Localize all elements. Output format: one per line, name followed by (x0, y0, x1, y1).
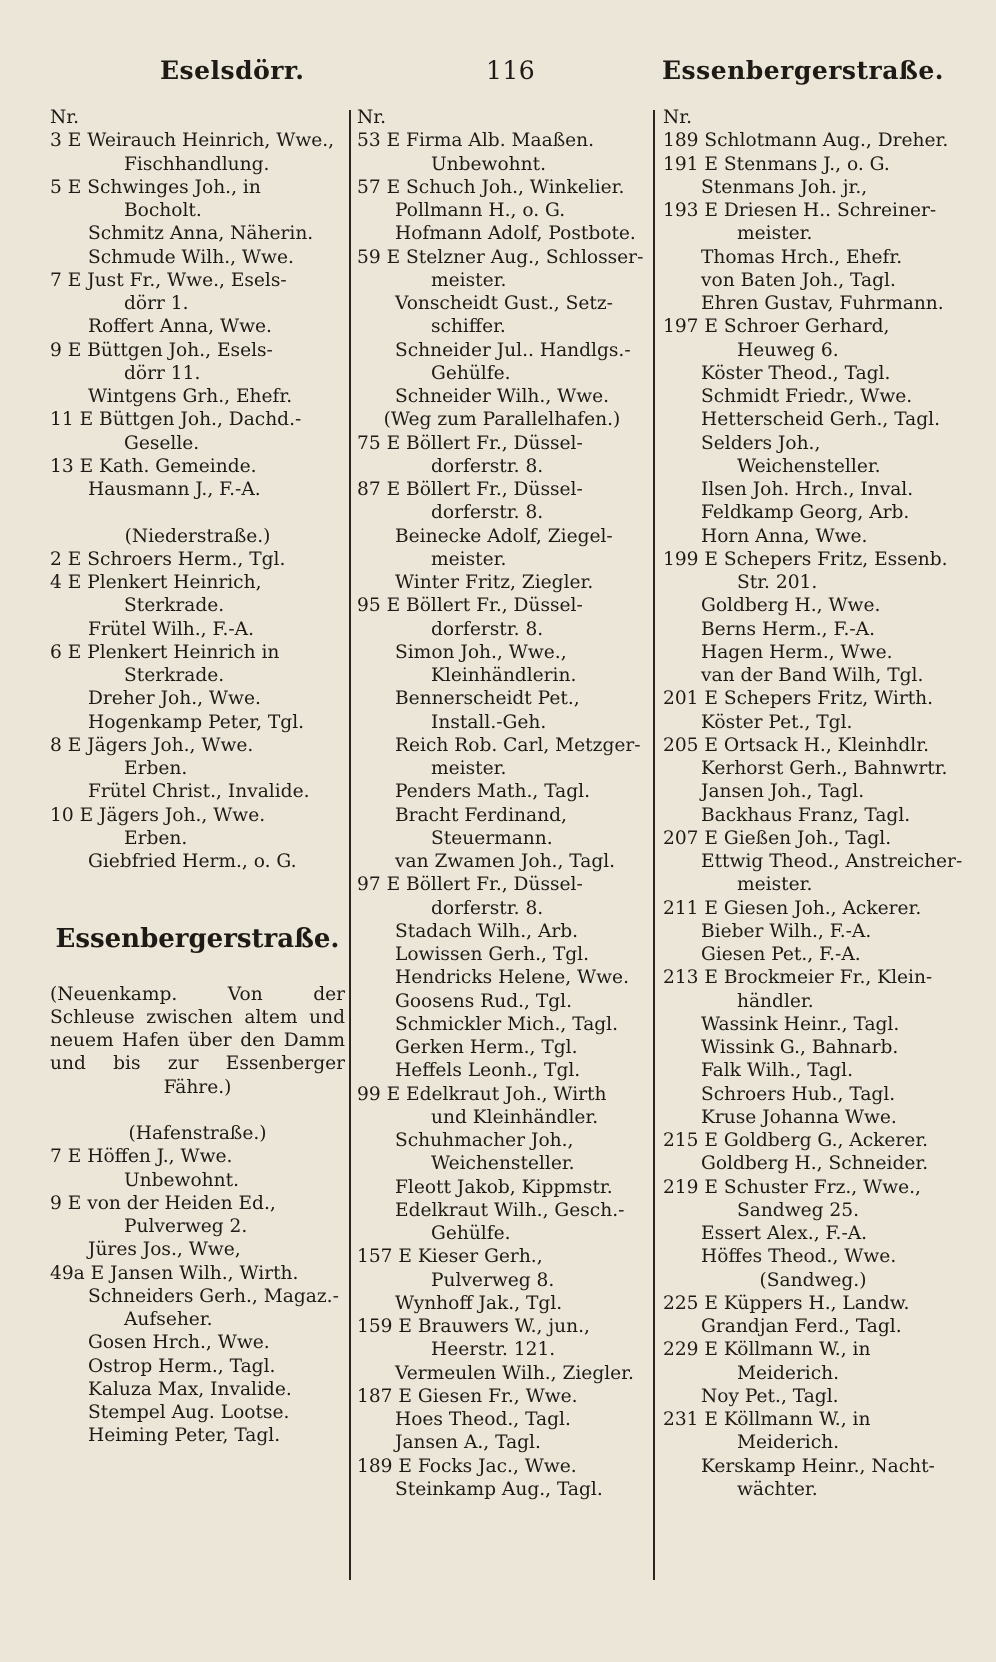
directory-line: 205 E Ortsack H., Kleinhdlr. (663, 734, 929, 756)
directory-line: dorferstr. 8. (431, 502, 544, 524)
directory-line: Hofmann Adolf, Postbote. (395, 223, 636, 245)
directory-line: 213 E Brockmeier Fr., Klein- (663, 967, 933, 989)
directory-line: 10 E Jägers Joh., Wwe. (50, 804, 266, 826)
directory-line: 191 E Stenmans J., o. G. (663, 153, 890, 175)
directory-line: meister. (737, 874, 813, 896)
directory-line: dörr 1. (124, 293, 189, 314)
directory-line: 6 E Plenkert Heinrich in (50, 641, 280, 663)
directory-line: (Neuenkamp. Von der (50, 983, 345, 1005)
directory-line: van Zwamen Joh., Tagl. (395, 851, 616, 872)
directory-line: 229 E Köllmann W., in (663, 1339, 871, 1361)
directory-line: 201 E Schepers Fritz, Wirth. (663, 688, 934, 710)
directory-line: dorferstr. 8. (431, 618, 544, 640)
directory-line: Kerskamp Heinr., Nacht- (701, 1455, 935, 1477)
directory-line: Kerhorst Gerh., Bahnwrtr. (701, 758, 948, 779)
directory-line: Lowissen Gerh., Tgl. (395, 944, 589, 965)
directory-line: 7 E Höffen J., Wwe. (50, 1146, 233, 1168)
directory-line: Horn Anna, Wwe. (701, 525, 868, 547)
directory-line: Hausmann J., F.-A. (88, 479, 261, 500)
directory-line: Noy Pet., Tagl. (701, 1385, 839, 1407)
directory-line: Fischhandlung. (124, 153, 270, 175)
page-number: 116 (486, 56, 536, 85)
directory-line: Kruse Johanna Wwe. (701, 1106, 897, 1128)
directory-line: 187 E Giesen Fr., Wwe. (357, 1385, 578, 1407)
directory-line: 199 E Schepers Fritz, Essenb. (663, 548, 948, 570)
directory-line: Vonscheidt Gust., Setz- (395, 293, 613, 314)
directory-line: und Kleinhändler. (431, 1106, 599, 1128)
directory-line: Heerstr. 121. (431, 1339, 556, 1361)
directory-line: Bracht Ferdinand, (395, 804, 567, 826)
directory-line: Selders Joh., (701, 432, 821, 454)
directory-line: Steuermann. (431, 827, 553, 849)
running-head-right: Essenbergerstraße. (662, 56, 944, 85)
directory-line: Nr. (50, 107, 80, 128)
directory-line: Ilsen Joh. Hrch., Inval. (701, 479, 914, 500)
directory-line: meister. (431, 548, 507, 570)
directory-line: Ostrop Herm., Tagl. (88, 1355, 276, 1377)
directory-line: Bennerscheidt Pet., (395, 688, 580, 710)
street-subheading: Fähre.) (163, 1076, 232, 1098)
directory-line: Hagen Herm., Wwe. (701, 641, 893, 663)
directory-line: Simon Joh., Wwe., (395, 641, 567, 663)
directory-line: Bieber Wilh., F.-A. (701, 920, 872, 942)
directory-line: Heffels Leonh., Tgl. (395, 1060, 581, 1082)
directory-line: Jüres Jos., Wwe, (88, 1239, 241, 1261)
directory-line: Gerken Herm., Tgl. (395, 1037, 578, 1058)
directory-line: schiffer. (431, 316, 506, 338)
directory-line: 95 E Böllert Fr., Düssel- (357, 595, 583, 617)
directory-line: Hogenkamp Peter, Tgl. (88, 711, 305, 733)
directory-line: 59 E Stelzner Aug., Schlosser- (357, 246, 644, 268)
directory-line: Stenmans Joh. jr., (701, 176, 868, 198)
directory-line: Essert Alex., F.-A. (701, 1223, 868, 1244)
directory-line: van der Band Wilh, Tgl. (701, 665, 924, 686)
directory-line: 8 E Jägers Joh., Wwe. (50, 734, 254, 756)
directory-line: Dreher Joh., Wwe. (88, 688, 261, 710)
directory-line: Weichensteller. (737, 455, 881, 477)
directory-line: Install.-Geh. (431, 711, 547, 733)
directory-line: Reich Rob. Carl, Metzger- (395, 734, 641, 756)
directory-line: Heiming Peter, Tagl. (88, 1425, 281, 1447)
directory-line: 211 E Giesen Joh., Ackerer. (663, 897, 922, 919)
directory-line: Wintgens Grh., Ehefr. (88, 386, 293, 407)
street-subheading: (Hafenstraße.) (128, 1123, 267, 1144)
section-heading: Essenbergerstraße. (55, 924, 340, 955)
directory-line: meister. (431, 758, 507, 779)
directory-line: Jansen Joh., Tagl. (701, 781, 865, 803)
directory-line: Geselle. (124, 432, 200, 454)
directory-line: händler. (737, 990, 814, 1012)
directory-line: 2 E Schroers Herm., Tgl. (50, 548, 286, 570)
directory-line: Frütel Wilh., F.-A. (88, 618, 255, 640)
directory-line: Köster Theod., Tagl. (701, 362, 891, 384)
directory-line: Roffert Anna, Wwe. (88, 316, 272, 338)
directory-line: Sterkrade. (124, 665, 225, 686)
directory-line: Hetterscheid Gerh., Tagl. (701, 409, 941, 431)
street-subheading: (Weg zum Parallelhafen.) (383, 409, 621, 431)
column-divider-2 (653, 110, 655, 1580)
directory-line: Nr. (663, 107, 693, 128)
directory-line: Beinecke Adolf, Ziegel- (395, 525, 613, 547)
spacer (50, 501, 345, 524)
directory-line: 13 E Kath. Gemeinde. (50, 455, 257, 477)
directory-line: Fleott Jakob, Kippmstr. (395, 1176, 613, 1198)
directory-line: 189 E Focks Jac., Wwe. (357, 1455, 577, 1477)
directory-line: 157 E Kieser Gerh., (357, 1246, 543, 1268)
directory-line: 11 E Büttgen Joh., Dachd.- (50, 409, 302, 431)
directory-line: Schmitz Anna, Näherin. (88, 223, 314, 245)
directory-line: Bocholt. (124, 200, 202, 221)
directory-line: 225 E Küppers H., Landw. (663, 1292, 910, 1314)
directory-line: Stempel Aug. Lootse. (88, 1402, 290, 1423)
directory-line: Schmidt Friedr., Wwe. (701, 386, 913, 407)
directory-line: wächter. (737, 1478, 818, 1500)
directory-line: 3 E Weirauch Heinrich, Wwe., (50, 130, 335, 152)
directory-line: Goldberg H., Wwe. (701, 595, 881, 617)
directory-line: 215 E Goldberg G., Ackerer. (663, 1130, 929, 1151)
directory-line: 219 E Schuster Frz., Wwe., (663, 1176, 921, 1198)
directory-line: Ettwig Theod., Anstreicher- (701, 851, 963, 872)
directory-line: 7 E Just Fr., Wwe., Esels- (50, 269, 287, 291)
street-subheading: (Sandweg.) (759, 1269, 867, 1291)
directory-line: Berns Herm., F.-A. (701, 618, 875, 640)
directory-line: dorferstr. 8. (431, 455, 544, 477)
directory-line: Meiderich. (737, 1362, 840, 1384)
directory-line: von Baten Joh., Tagl. (701, 269, 896, 291)
directory-line: 231 E Köllmann W., in (663, 1409, 871, 1430)
directory-line: Kleinhändlerin. (431, 665, 577, 686)
directory-line: Wynhoff Jak., Tgl. (395, 1292, 563, 1314)
directory-line: Edelkraut Wilh., Gesch.- (395, 1199, 625, 1221)
directory-line: Schuhmacher Joh., (395, 1130, 574, 1151)
directory-line: Goldberg H., Schneider. (701, 1153, 929, 1175)
directory-line: 5 E Schwinges Joh., in (50, 176, 261, 198)
directory-line: Gehülfe. (431, 362, 511, 384)
directory-line: Nr. (357, 107, 387, 128)
directory-line: Thomas Hrch., Ehefr. (701, 246, 903, 268)
spacer (50, 959, 345, 982)
directory-line: Pollmann H., o. G. (395, 200, 566, 221)
spacer (50, 873, 345, 919)
directory-line: 99 E Edelkraut Joh., Wirth (357, 1083, 607, 1105)
directory-line: Gehülfe. (431, 1223, 511, 1244)
directory-line: 159 E Brauwers W., jun., (357, 1316, 590, 1337)
directory-line: Unbewohnt. (124, 1169, 239, 1191)
directory-line: Jansen A., Tagl. (395, 1432, 541, 1454)
running-head-left: Eselsdörr. (160, 56, 305, 85)
directory-line: Erben. (124, 827, 188, 849)
directory-line: Schmude Wilh., Wwe. (88, 246, 294, 268)
directory-line: Schroers Hub., Tagl. (701, 1083, 896, 1105)
directory-line: und bis zur Essenberger (50, 1053, 345, 1075)
spacer (50, 1099, 345, 1122)
directory-line: 9 E Büttgen Joh., Esels- (50, 339, 273, 361)
directory-line: Schneiders Gerh., Magaz.- (88, 1285, 339, 1307)
directory-line: Stadach Wilh., Arb. (395, 920, 579, 942)
directory-line: meister. (431, 269, 507, 291)
directory-line: Köster Pet., Tgl. (701, 711, 853, 733)
directory-line: Meiderich. (737, 1432, 840, 1454)
directory-line: Falk Wilh., Tagl. (701, 1060, 854, 1082)
directory-line: 97 E Böllert Fr., Düssel- (357, 874, 583, 896)
directory-line: 87 E Böllert Fr., Düssel- (357, 479, 583, 500)
directory-line: Gosen Hrch., Wwe. (88, 1332, 270, 1354)
directory-line: dorferstr. 8. (431, 897, 544, 919)
directory-line: Sterkrade. (124, 595, 225, 617)
directory-line: Schleuse zwischen altem und (50, 1006, 345, 1028)
directory-line: 197 E Schroer Gerhard, (663, 316, 890, 338)
column-divider-1 (349, 110, 351, 1580)
directory-line: 207 E Gießen Joh., Tagl. (663, 827, 892, 849)
directory-line: Höffes Theod., Wwe. (701, 1246, 897, 1268)
column-2 (357, 106, 647, 1501)
directory-line: Penders Math., Tagl. (395, 781, 591, 803)
directory-line: 75 E Böllert Fr., Düssel- (357, 432, 583, 454)
directory-line: Vermeulen Wilh., Ziegler. (395, 1362, 634, 1384)
directory-line: Sandweg 25. (737, 1199, 860, 1221)
directory-line: Wassink Heinr., Tagl. (701, 1013, 900, 1035)
directory-line: Unbewohnt. (431, 153, 546, 175)
directory-line: Erben. (124, 758, 188, 779)
column-1 (50, 106, 345, 1448)
directory-line: Kaluza Max, Invalide. (88, 1378, 292, 1400)
directory-line: Heuweg 6. (737, 339, 839, 361)
directory-line: 9 E von der Heiden Ed., (50, 1192, 276, 1214)
directory-line: Pulverweg 8. (431, 1269, 555, 1291)
directory-line: dörr 11. (124, 362, 201, 384)
directory-line: Schmickler Mich., Tagl. (395, 1013, 619, 1035)
directory-line: Giebfried Herm., o. G. (88, 851, 297, 872)
directory-line: Winter Fritz, Ziegler. (395, 572, 594, 593)
directory-line: Grandjan Ferd., Tagl. (701, 1316, 902, 1337)
directory-line: neuem Hafen über den Damm (50, 1030, 345, 1051)
directory-line: Ehren Gustav, Fuhrmann. (701, 293, 944, 314)
directory-line: Feldkamp Georg, Arb. (701, 502, 910, 524)
directory-line: Schneider Wilh., Wwe. (395, 386, 610, 407)
directory-line: 193 E Driesen H.. Schreiner- (663, 200, 937, 221)
directory-line: 189 Schlotmann Aug., Dreher. (663, 130, 949, 152)
directory-line: Weichensteller. (431, 1153, 575, 1175)
directory-line: meister. (737, 223, 813, 245)
directory-line: Steinkamp Aug., Tagl. (395, 1478, 603, 1500)
directory-line: Hendricks Helene, Wwe. (395, 967, 629, 989)
directory-line: 49a E Jansen Wilh., Wirth. (50, 1262, 299, 1284)
directory-line: Hoes Theod., Tagl. (395, 1409, 571, 1430)
directory-line: Frütel Christ., Invalide. (88, 781, 310, 803)
directory-line: Giesen Pet., F.-A. (701, 944, 861, 965)
directory-line: Wissink G., Bahnarb. (701, 1037, 899, 1058)
directory-line: 57 E Schuch Joh., Winkelier. (357, 176, 625, 198)
street-subheading: (Niederstraße.) (124, 525, 271, 547)
directory-line: Aufseher. (124, 1309, 213, 1330)
directory-line: Backhaus Franz, Tagl. (701, 804, 911, 826)
page-header (0, 56, 996, 96)
directory-line: 53 E Firma Alb. Maaßen. (357, 130, 595, 152)
directory-line: Str. 201. (737, 572, 818, 593)
directory-line: 4 E Plenkert Heinrich, (50, 572, 262, 593)
directory-line: Schneider Jul.. Handlgs.- (395, 339, 631, 361)
column-3 (663, 106, 963, 1501)
directory-line: Goosens Rud., Tgl. (395, 990, 572, 1012)
directory-line: Pulverweg 2. (124, 1216, 248, 1237)
